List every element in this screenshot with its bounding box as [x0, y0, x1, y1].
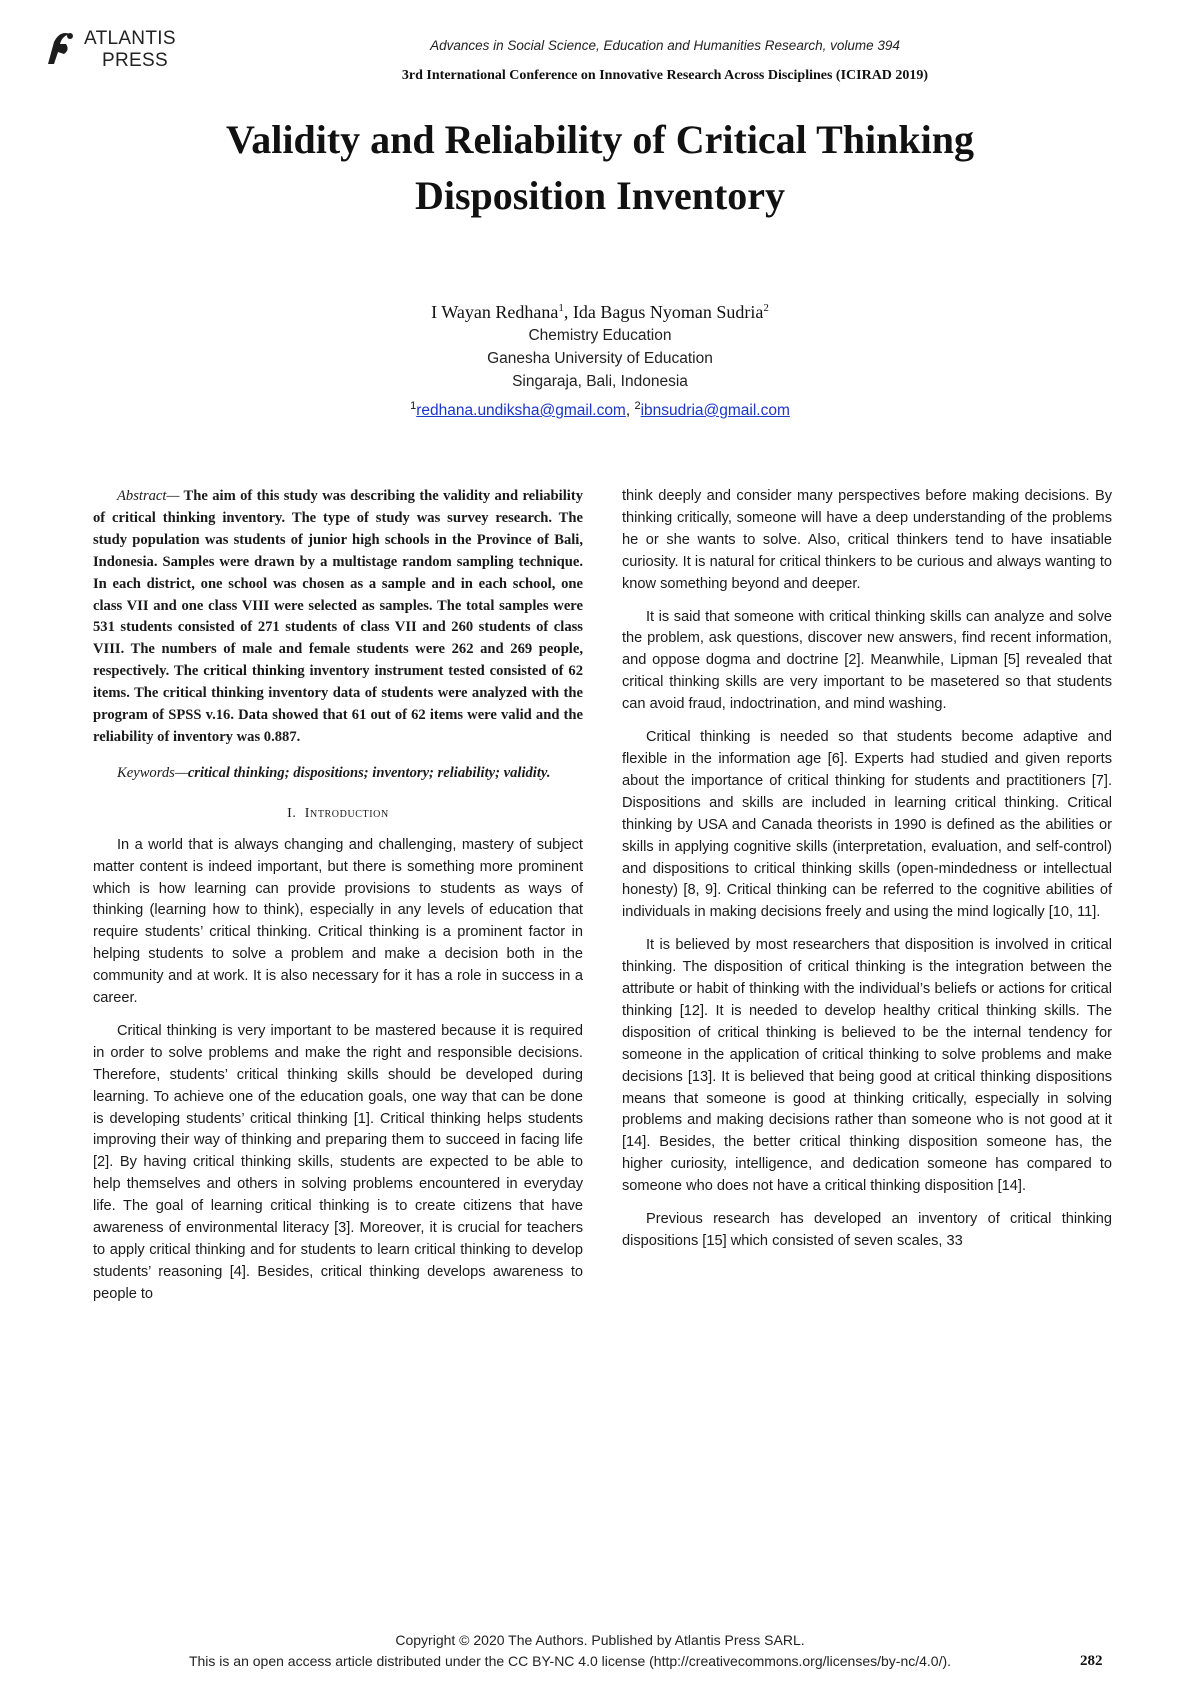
- section-title: Introduction: [304, 805, 389, 821]
- paper-title: [60, 112, 1140, 224]
- abstract: [93, 486, 583, 749]
- email-separator: ,: [625, 402, 635, 420]
- license-notice: This is an open access article distributed under the CC BY-NC 4.0 license (http://creativecommons.org/licenses/by-nc/4.0/).: [188, 1653, 952, 1669]
- right-column: [622, 486, 1112, 1264]
- paper-title-line-2: Disposition Inventory: [414, 173, 786, 218]
- author-separator: ,: [563, 302, 573, 322]
- intro-paragraph-4: Critical thinking is needed so that students become adaptive and flexible in the information age [6]. Experts had studied and given reports about the importance of critical thinking for students and practitioners [7]. Dispositions and skills are included in learning critical thinking. Critical thinking by USA and Canada theorists in 1990 is defined as the abilities or skills in applying cognitive skills (interpretation, evaluation, and self-control) and dispositions to critical thinking skills (open-mindedness or intellectual honesty) [8, 9]. Critical thinking can be referred to the cognitive abilities of individuals in making decisions freely and using the mind logically [10, 11].: [622, 729, 1112, 921]
- intro-paragraph-5: It is believed by most researchers that disposition is involved in critical thinking. The disposition of critical thinking is the integration between the attribute or habit of thinking with the individual’s beliefs or actions for critical thinking [12]. It is needed to develop healthy critical thinking skills. The disposition of critical thinking is believed to be the internal tendency for someone in the application of critical thinking to solve problems and make decisions [13]. It is believed that being good at critical thinking dispositions means that someone is good at thinking critically, especially in solving problems and making decisions rather than someone who is not good at it [14]. Besides, the better critical thinking disposition someone has, the higher curiosity, intelligence, and dedication someone has compared to someone who does not have a critical thinking disposition [14].: [622, 937, 1112, 1195]
- affiliation-university: Ganesha University of Education: [487, 350, 713, 367]
- page-number: 282: [1080, 1653, 1103, 1669]
- author-1: I Wayan Redhana: [431, 302, 559, 322]
- author-2: Ida Bagus Nyoman Sudria: [572, 302, 764, 322]
- author-emails: [0, 396, 1200, 421]
- abstract-text: The aim of this study was describing the validity and reliability of critical thinking inventory. The type of study was survey research. The study population was students of junior high schools in the Province of Bali, Indonesia. Samples were drawn by a multistage random sampling technique. In each district, one school was chosen as a sample and in each school, one class VII and one class VIII were selected as samples. The total samples were 531 students consisted of 271 students of class VII and 260 students of class VIII. The numbers of male and female students were 262 and 269 people, respectively. The critical thinking inventory instrument tested consisted of 62 items. The critical thinking inventory data of students were analyzed with the program of SPSS v.16. Data showed that 61 out of 62 items were valid and the reliability of inventory was 0.887.: [93, 488, 583, 745]
- logo-line-1: ATLANTIS: [84, 28, 176, 49]
- email-link-1[interactable]: redhana.undiksha@gmail.com: [416, 402, 626, 420]
- left-column: [93, 486, 583, 1317]
- email-2-marker: 2: [634, 400, 641, 412]
- author-list: [0, 297, 1200, 323]
- keywords-text: critical thinking; dispositions; inventory; reliability; validity.: [187, 764, 551, 781]
- affiliation-department: Chemistry Education: [528, 327, 672, 344]
- affiliation-location: Singaraja, Bali, Indonesia: [512, 373, 688, 390]
- keywords-label: Keywords—: [117, 764, 188, 781]
- keywords: [93, 763, 583, 785]
- intro-paragraph-2: Critical thinking is very important to be mastered because it is required in order to solve problems and make the right and responsible decisions. Therefore, students’ critical thinking skills should be developed during learning. To achieve one of the education goals, one way that can be done is developing students’ critical thinking [1]. Critical thinking helps students improving their way of thinking and preparing them to succeed in facing life [2]. By having critical thinking skills, students are expected to be able to help themselves and others in solving problems encountered in everyday life. The goal of learning critical thinking is to create citizens that have awareness of environmental literacy [3]. Moreover, it is crucial for teachers to apply critical thinking and for students to learn critical thinking to develop students’ reasoning [4]. Besides, critical thinking develops awareness to people to: [93, 1022, 583, 1302]
- section-number: I.: [287, 805, 297, 821]
- section-heading-introduction: [93, 803, 583, 825]
- intro-paragraph-6: Previous research has developed an inventory of critical thinking dispositions [15] which consisted of seven scales, 33: [622, 1211, 1112, 1249]
- email-link-2[interactable]: ibnsudria@gmail.com: [640, 402, 790, 420]
- author-2-affiliation-marker: 2: [763, 302, 769, 314]
- intro-paragraph-3: It is said that someone with critical thinking skills can analyze and solve the problem, ask questions, discover new answers, find recent information, and oppose dogma and doctrine [2]. Meanwhile, Lipman [5] revealed that critical thinking skills are very important to be masetered so that students can avoid fraud, indoctrination, and mind washing.: [622, 608, 1112, 713]
- conference-title: 3rd International Conference on Innovative Research Across Disciplines (ICIRAD 2019): [401, 68, 929, 83]
- email-1-marker: 1: [410, 400, 417, 412]
- intro-paragraph-1: In a world that is always changing and challenging, mastery of subject matter content is indeed important, but there is something more prominent which is how learning can provide provisions to students as ways of thinking (learning how to think), especially in any levels of education that require students’ critical thinking. Critical thinking is a prominent factor in helping students to solve a problem and make a decision both in the community and at work. It is also necessary for it has a role in success in a career.: [93, 836, 583, 1007]
- logo-line-2: PRESS: [102, 50, 168, 71]
- intro-paragraph-2-continued: think deeply and consider many perspectives before making decisions. By thinking critically, someone will have a deep understanding of the problems he or she wants to solve. Also, critical thinkers tend to have insatiable curiosity. It is natural for critical thinkers to be curious and always wanting to know something beyond and deeper.: [622, 488, 1112, 592]
- author-1-affiliation-marker: 1: [558, 302, 564, 314]
- paper-title-line-1: Validity and Reliability of Critical Thinking: [226, 117, 974, 162]
- series-title: Advances in Social Science, Education and Humanities Research, volume 394: [430, 38, 900, 53]
- abstract-label: Abstract—: [117, 488, 180, 504]
- copyright-notice: Copyright © 2020 The Authors. Published by Atlantis Press SARL.: [395, 1632, 805, 1648]
